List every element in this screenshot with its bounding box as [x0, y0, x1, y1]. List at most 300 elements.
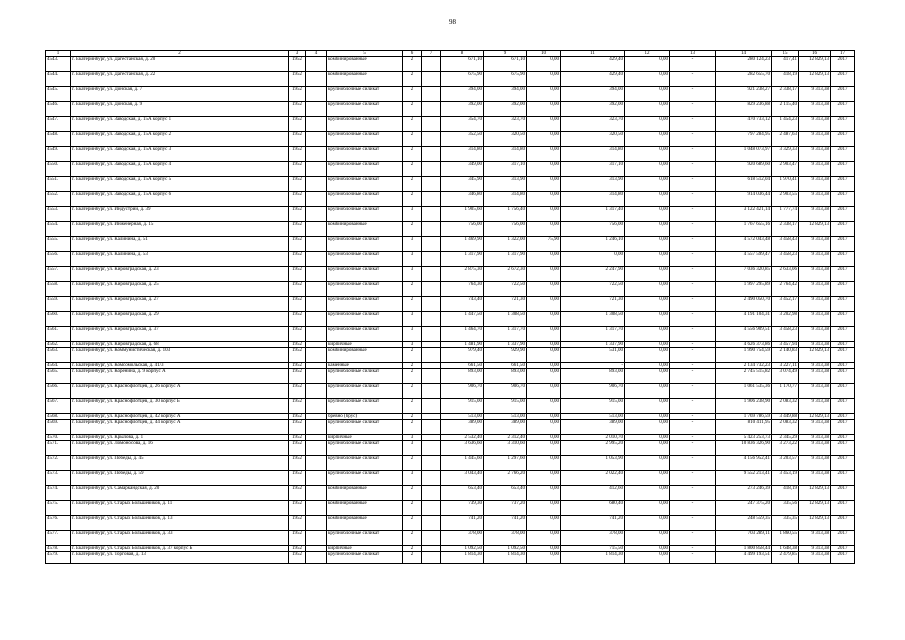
- total-area: 354,70: [441, 117, 484, 132]
- limit-cost: 9 313,38: [799, 384, 831, 399]
- limit-cost: 9 313,38: [799, 297, 831, 312]
- table-row: [46, 102, 855, 117]
- empty-cell: [422, 72, 441, 87]
- dash: -: [670, 147, 716, 162]
- area-other: 0,00: [625, 252, 670, 267]
- address: г. Екатеринбург, ул. Дагестанская, д. 20: [71, 57, 289, 72]
- total-area: 1 092,50: [441, 546, 484, 552]
- plan-year: 2017: [831, 162, 855, 177]
- area-residential: 429,40: [561, 72, 625, 87]
- column-number: 12: [625, 51, 670, 57]
- area-nonresidential: 0,00: [527, 348, 561, 363]
- empty-cell: [422, 252, 441, 267]
- total-area: 1 481,90: [441, 342, 484, 348]
- area-residential: 389,00: [561, 420, 625, 435]
- plan-year: 2017: [831, 267, 855, 282]
- limit-cost: 9 313,38: [799, 399, 831, 414]
- total-area: 352,50: [441, 132, 484, 147]
- area-nonresidential: 0,00: [527, 531, 561, 546]
- address: г. Екатеринбург, ул. Старых Большевиков, д. 13: [71, 516, 289, 531]
- dash: -: [670, 117, 716, 132]
- area-other: 0,00: [625, 441, 670, 456]
- address: г. Екатеринбург, ул. Кировградская, д. 23: [71, 267, 289, 282]
- empty-cell: [306, 162, 327, 177]
- empty-cell: [422, 132, 441, 147]
- unit-cost: 2 083,32: [772, 420, 799, 435]
- unit-cost: 2 903,47: [772, 162, 799, 177]
- table-row: [46, 57, 855, 72]
- wall-material: крупноблочные силикат: [327, 207, 403, 222]
- column-number: 2: [71, 51, 289, 57]
- address: г. Екатеринбург, ул. Заводская, д. 15А корпус 3: [71, 147, 289, 162]
- year-built: 1952: [289, 102, 306, 117]
- area-premises: 389,00: [484, 420, 527, 435]
- unit-cost: 2 487,63: [772, 132, 799, 147]
- total-area: 906,70: [441, 384, 484, 399]
- dash: -: [670, 420, 716, 435]
- table-row: [46, 192, 855, 207]
- total-area: 671,10: [441, 57, 484, 72]
- area-residential: 531,00: [561, 348, 625, 363]
- floors: 2: [403, 516, 422, 531]
- empty-cell: [422, 57, 441, 72]
- year-built: 1952: [289, 399, 306, 414]
- plan-year: 2017: [831, 297, 855, 312]
- dash: -: [670, 57, 716, 72]
- area-residential: 756,00: [561, 222, 625, 237]
- empty-cell: [422, 348, 441, 363]
- unit-cost: 1 170,77: [772, 384, 799, 399]
- floors: 3: [403, 207, 422, 222]
- area-nonresidential: 0,00: [527, 312, 561, 327]
- unit-cost: 1 454,23: [772, 117, 799, 132]
- wall-material: крупноблочные силикат: [327, 282, 403, 297]
- area-residential: 378,00: [561, 531, 625, 546]
- area-residential: 715,50: [561, 546, 625, 552]
- address: г. Екатеринбург, ул. Кировградская, д. 68: [71, 342, 289, 348]
- column-number: 11: [561, 51, 625, 57]
- row-number: 4555.: [46, 237, 71, 252]
- area-premises: 1 756,40: [484, 207, 527, 222]
- address: г. Екатеринбург, ул. Инженерная, д. 15: [71, 222, 289, 237]
- total-area: 1 445,60: [441, 456, 484, 471]
- area-premises: 1 308,50: [484, 312, 527, 327]
- empty-cell: [422, 369, 441, 384]
- wall-material: кирпичные: [327, 546, 403, 552]
- wall-material: комбинированные: [327, 72, 403, 87]
- limit-cost: 12 829,13: [799, 516, 831, 531]
- table-row: [46, 399, 855, 414]
- unit-cost: 335,56: [772, 501, 799, 516]
- area-premises: 1 317,90: [484, 252, 527, 267]
- address: г. Екатеринбург, ул. Краснофлотцев, д. 42 корпус А: [71, 414, 289, 420]
- area-residential: 314,80: [561, 147, 625, 162]
- unit-cost: 3 202,98: [772, 312, 799, 327]
- cost: 4 499 193,51: [716, 552, 772, 564]
- dash: -: [670, 267, 716, 282]
- area-other: 0,00: [625, 531, 670, 546]
- empty-cell: [422, 207, 441, 222]
- area-other: 0,00: [625, 456, 670, 471]
- floors: 2: [403, 57, 422, 72]
- limit-cost: 9 313,38: [799, 147, 831, 162]
- row-number: 4544.: [46, 72, 71, 87]
- wall-material: крупноблочные силикат: [327, 471, 403, 486]
- area-residential: 722,50: [561, 282, 625, 297]
- plan-year: 2017: [831, 552, 855, 564]
- plan-year: 2017: [831, 501, 855, 516]
- dash: -: [670, 177, 716, 192]
- row-number: 4562.: [46, 342, 71, 348]
- table-row: [46, 516, 855, 531]
- year-built: 1952: [289, 414, 306, 420]
- area-nonresidential: 0,00: [527, 147, 561, 162]
- area-nonresidential: 0,00: [527, 117, 561, 132]
- dash: -: [670, 516, 716, 531]
- area-other: 0,00: [625, 471, 670, 486]
- empty-cell: [422, 552, 441, 564]
- area-other: 0,00: [625, 147, 670, 162]
- table-row: [46, 297, 855, 312]
- row-number: 4557.: [46, 267, 71, 282]
- row-number: 4554.: [46, 222, 71, 237]
- column-number: 9: [484, 51, 527, 57]
- total-area: 1 814,30: [441, 552, 484, 564]
- dash: -: [670, 342, 716, 348]
- total-area: 378,00: [441, 531, 484, 546]
- floors: 2: [403, 87, 422, 102]
- floors: 2: [403, 132, 422, 147]
- limit-cost: 12 829,13: [799, 348, 831, 363]
- area-residential: 394,00: [561, 87, 625, 102]
- limit-cost: 9 313,38: [799, 471, 831, 486]
- plan-year: 2017: [831, 57, 855, 72]
- cost: 920 689,60: [716, 162, 772, 177]
- unit-cost: 1 860,55: [772, 531, 799, 546]
- year-built: 1952: [289, 72, 306, 87]
- limit-cost: 9 313,38: [799, 552, 831, 564]
- total-area: 1 317,90: [441, 252, 484, 267]
- floors: 3: [403, 312, 422, 327]
- area-premises: 929,90: [484, 348, 527, 363]
- limit-cost: 9 313,38: [799, 132, 831, 147]
- address: г. Екатеринбург, ул. Донская, д. 9: [71, 102, 289, 117]
- row-number: 4576.: [46, 516, 71, 531]
- empty-cell: [422, 237, 441, 252]
- empty-cell: [306, 147, 327, 162]
- area-premises: 722,50: [484, 282, 527, 297]
- floors: 2: [403, 369, 422, 384]
- row-number: 4573.: [46, 471, 71, 486]
- column-number: 10: [527, 51, 561, 57]
- area-premises: 392,00: [484, 102, 527, 117]
- floors: 2: [403, 552, 422, 564]
- empty-cell: [422, 441, 441, 456]
- area-nonresidential: 0,00: [527, 282, 561, 297]
- area-nonresidential: 0,00: [527, 501, 561, 516]
- row-number: 4556.: [46, 252, 71, 267]
- plan-year: 2017: [831, 363, 855, 369]
- total-area: 979,40: [441, 348, 484, 363]
- address: г. Екатеринбург, ул. Индустрии, д. 39: [71, 207, 289, 222]
- total-area: 653,40: [441, 486, 484, 501]
- area-other: 0,00: [625, 282, 670, 297]
- wall-material: крупноблочные силикат: [327, 132, 403, 147]
- empty-cell: [422, 501, 441, 516]
- area-other: 0,00: [625, 237, 670, 252]
- limit-cost: 12 829,13: [799, 501, 831, 516]
- limit-cost: 9 313,38: [799, 363, 831, 369]
- area-residential: 1 053,90: [561, 456, 625, 471]
- area-nonresidential: 0,00: [527, 57, 561, 72]
- unit-cost: 2 903,55: [772, 192, 799, 207]
- unit-cost: 3 273,22: [772, 441, 799, 456]
- area-residential: 1 246,10: [561, 237, 625, 252]
- area-residential: -: [561, 363, 625, 369]
- plan-year: 2017: [831, 222, 855, 237]
- plan-year: 2017: [831, 441, 855, 456]
- cost: 1 769 786,59: [716, 414, 772, 420]
- unit-cost: 2 633,06: [772, 267, 799, 282]
- row-number: 4572.: [46, 456, 71, 471]
- area-nonresidential: 0,00: [527, 252, 561, 267]
- table-row: [46, 222, 855, 237]
- unit-cost: 1 648,38: [772, 546, 799, 552]
- area-premises: 1 317,70: [484, 327, 527, 342]
- limit-cost: 9 313,38: [799, 312, 831, 327]
- unit-cost: 418,19: [772, 486, 799, 501]
- area-other: 0,00: [625, 222, 670, 237]
- area-residential: 2 010,70: [561, 435, 625, 441]
- area-nonresidential: 0,00: [527, 363, 561, 369]
- empty-cell: [306, 348, 327, 363]
- limit-cost: 12 829,13: [799, 414, 831, 420]
- table-row: [46, 552, 855, 564]
- unit-cost: 335,35: [772, 516, 799, 531]
- address: г. Екатеринбург, ул. Коммунистическая, д. 103: [71, 348, 289, 363]
- floors: 2: [403, 546, 422, 552]
- floors: 2: [403, 348, 422, 363]
- area-nonresidential: 0,00: [527, 435, 561, 441]
- empty-cell: [306, 252, 327, 267]
- empty-cell: [422, 267, 441, 282]
- dash: -: [670, 252, 716, 267]
- row-number: 4564.: [46, 363, 71, 369]
- unit-cost: 2 479,85: [772, 552, 799, 564]
- limit-cost: 12 829,13: [799, 222, 831, 237]
- row-number: 4559.: [46, 297, 71, 312]
- unit-cost: 3 452,17: [772, 297, 799, 312]
- area-nonresidential: 0,00: [527, 441, 561, 456]
- unit-cost: 418,19: [772, 72, 799, 87]
- row-number: 4575.: [46, 501, 71, 516]
- empty-cell: [306, 456, 327, 471]
- limit-cost: 9 313,38: [799, 162, 831, 177]
- wall-material: кирпичные: [327, 342, 403, 348]
- year-built: 1952: [289, 207, 306, 222]
- cost: 1 048 073,97: [716, 147, 772, 162]
- address: г. Екатеринбург, ул. Заводская, д. 15А корпус 4: [71, 162, 289, 177]
- area-premises: 378,00: [484, 531, 527, 546]
- wall-material: крупноблочные силикат: [327, 312, 403, 327]
- dash: -: [670, 72, 716, 87]
- year-built: 1952: [289, 516, 306, 531]
- dash: -: [670, 102, 716, 117]
- table-row: [46, 282, 855, 297]
- area-premises: 675,90: [484, 72, 527, 87]
- area-premises: 915,00: [484, 399, 527, 414]
- address: г. Екатеринбург, ул. Краснофлотцев, д. 44 корпус А: [71, 420, 289, 435]
- row-number: 4550.: [46, 162, 71, 177]
- cost: 4 191 104,31: [716, 312, 772, 327]
- limit-cost: 12 829,13: [799, 57, 831, 72]
- floors: 2: [403, 72, 422, 87]
- plan-year: 2017: [831, 312, 855, 327]
- area-premises: 1 297,60: [484, 456, 527, 471]
- floors: 2: [403, 177, 422, 192]
- cost: 1 997 295,89: [716, 282, 772, 297]
- area-residential: 313,90: [561, 177, 625, 192]
- address: г. Екатеринбург, ул. Старых Большевиков, д. 37 корпус Б: [71, 546, 289, 552]
- total-area: 3 043,40: [441, 471, 484, 486]
- table-row: [46, 420, 855, 435]
- area-premises: 661,50: [484, 363, 527, 369]
- area-other: 0,00: [625, 132, 670, 147]
- cost: 10 836 326,90: [716, 441, 772, 456]
- dash: -: [670, 531, 716, 546]
- wall-material: крупноблочные силикат: [327, 399, 403, 414]
- floors: 3: [403, 237, 422, 252]
- area-nonresidential: 75,90: [527, 237, 561, 252]
- area-residential: 513,00: [561, 414, 625, 420]
- wall-material: крупноблочные силикат: [327, 369, 403, 384]
- address: г. Екатеринбург, ул. Старых Большевиков, д. 11: [71, 501, 289, 516]
- limit-cost: 9 313,38: [799, 546, 831, 552]
- cost: 829 236,88: [716, 102, 772, 117]
- dash: -: [670, 399, 716, 414]
- column-number: 4: [306, 51, 327, 57]
- area-premises: 314,80: [484, 147, 527, 162]
- column-number: 7: [422, 51, 441, 57]
- unit-cost: 3 458,23: [772, 327, 799, 342]
- column-number: 5: [327, 51, 403, 57]
- address: г. Екатеринбург, ул. Заводская, д. 15А корпус 1: [71, 117, 289, 132]
- cost: 1 906 238,90: [716, 399, 772, 414]
- cost: 247 375,20: [716, 501, 772, 516]
- total-area: 661,50: [441, 363, 484, 369]
- limit-cost: 9 313,38: [799, 237, 831, 252]
- dash: -: [670, 486, 716, 501]
- dash: -: [670, 222, 716, 237]
- year-built: 1952: [289, 486, 306, 501]
- empty-cell: [306, 384, 327, 399]
- row-number: 4578.: [46, 546, 71, 552]
- total-area: 1 464,70: [441, 327, 484, 342]
- year-built: 1952: [289, 282, 306, 297]
- year-built: 1952: [289, 342, 306, 348]
- empty-cell: [306, 441, 327, 456]
- dash: -: [670, 348, 716, 363]
- area-premises: 394,00: [484, 87, 527, 102]
- cost: 7 036 320,85: [716, 267, 772, 282]
- total-area: 764,30: [441, 282, 484, 297]
- plan-year: 2017: [831, 369, 855, 384]
- dash: -: [670, 501, 716, 516]
- row-number: 4561.: [46, 327, 71, 342]
- plan-year: 2017: [831, 546, 855, 552]
- area-nonresidential: 0,00: [527, 297, 561, 312]
- year-built: 1952: [289, 546, 306, 552]
- area-other: 0,00: [625, 207, 670, 222]
- year-built: 1952: [289, 252, 306, 267]
- empty-cell: [422, 162, 441, 177]
- wall-material: комбинированные: [327, 516, 403, 531]
- empty-cell: [306, 327, 327, 342]
- area-residential: 320,50: [561, 132, 625, 147]
- row-number: 4546.: [46, 102, 71, 117]
- empty-cell: [306, 531, 327, 546]
- column-number: 14: [716, 51, 772, 57]
- floors: 3: [403, 441, 422, 456]
- address: г. Екатеринбург, ул. Победы, д. 59: [71, 471, 289, 486]
- plan-year: 2017: [831, 87, 855, 102]
- address: г. Екатеринбург, ул. Кировградская, д. 27: [71, 297, 289, 312]
- floors: 2: [403, 297, 422, 312]
- floors: 3: [403, 435, 422, 441]
- table-row: [46, 531, 855, 546]
- plan-year: 2017: [831, 192, 855, 207]
- dash: -: [670, 297, 716, 312]
- floors: 2: [403, 162, 422, 177]
- limit-cost: 9 313,38: [799, 342, 831, 348]
- row-number: 4577.: [46, 531, 71, 546]
- cost: 2 134 732,23: [716, 363, 772, 369]
- total-area: 3 636,60: [441, 441, 484, 456]
- table-row: [46, 312, 855, 327]
- table-row: [46, 486, 855, 501]
- wall-material: крупноблочные силикат: [327, 267, 403, 282]
- row-number: 4543.: [46, 57, 71, 72]
- table-row: [46, 471, 855, 486]
- cost: 5 423 253,73: [716, 435, 772, 441]
- area-residential: 2 995,20: [561, 441, 625, 456]
- dash: -: [670, 384, 716, 399]
- empty-cell: [422, 420, 441, 435]
- floors: 2: [403, 531, 422, 546]
- column-number: 3: [289, 51, 306, 57]
- year-built: 1952: [289, 222, 306, 237]
- empty-cell: [422, 384, 441, 399]
- address: г. Екатеринбург, ул. Победы, д. 45: [71, 456, 289, 471]
- row-number: 4553.: [46, 207, 71, 222]
- empty-cell: [422, 531, 441, 546]
- limit-cost: 9 313,38: [799, 87, 831, 102]
- area-nonresidential: 0,00: [527, 414, 561, 420]
- area-residential: 915,00: [561, 399, 625, 414]
- area-premises: 2 766,20: [484, 471, 527, 486]
- address: г. Екатеринбург, ул. Донская, д. 7: [71, 87, 289, 102]
- dash: -: [670, 552, 716, 564]
- floors: 2: [403, 363, 422, 369]
- area-nonresidential: 0,00: [527, 552, 561, 564]
- area-other: 0,00: [625, 177, 670, 192]
- year-built: 1952: [289, 117, 306, 132]
- area-premises: 1 092,50: [484, 546, 527, 552]
- total-area: 345,90: [441, 177, 484, 192]
- area-residential: 893,00: [561, 369, 625, 384]
- empty-cell: [306, 297, 327, 312]
- floors: 2: [403, 420, 422, 435]
